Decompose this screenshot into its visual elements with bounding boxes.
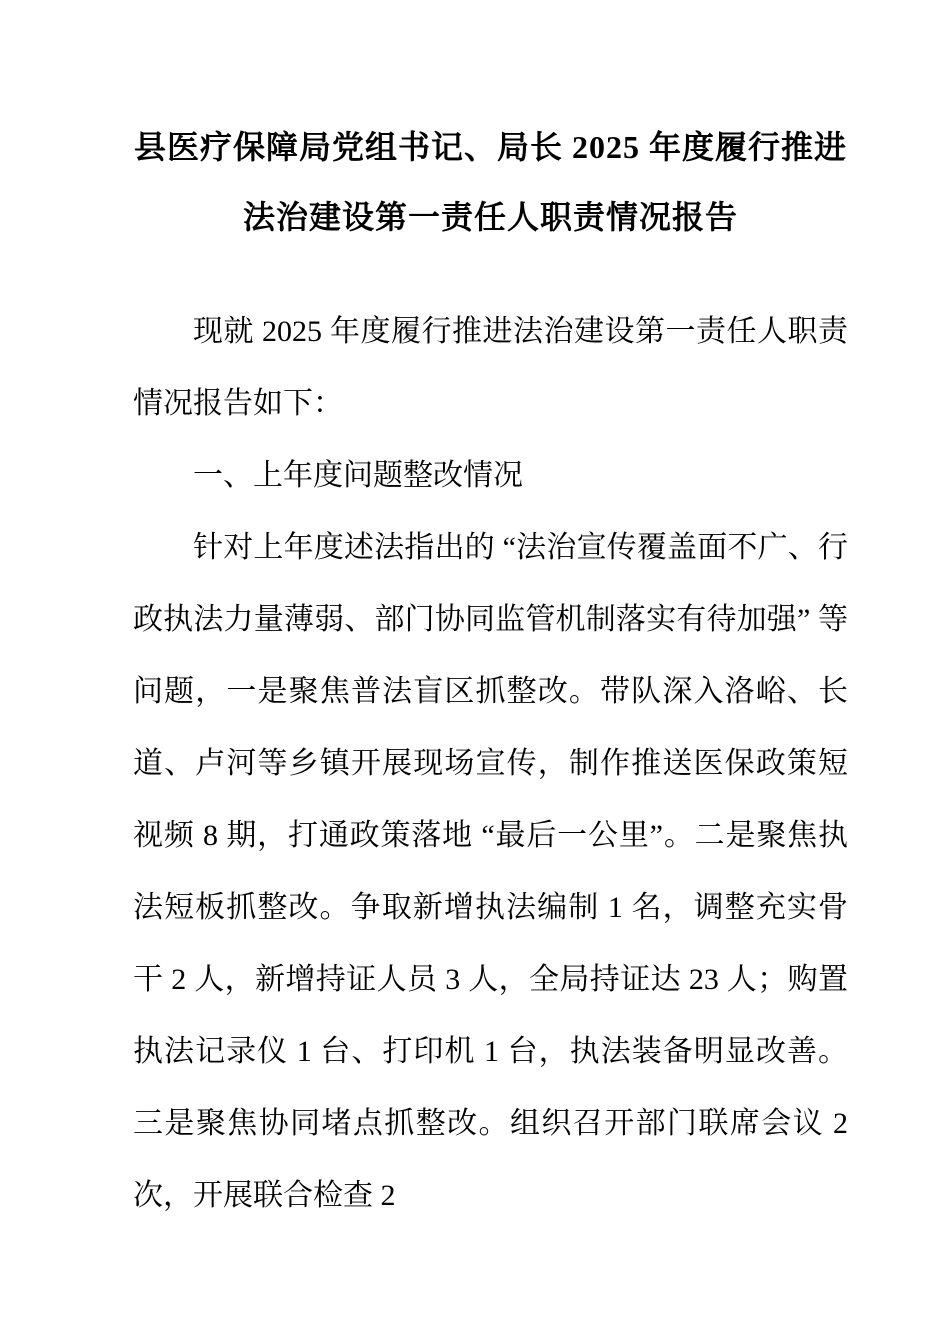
paragraph-section-heading: 一、上年度问题整改情况: [193, 459, 523, 492]
paragraph-rectification-details: 针对上年度述法指出的 “法治宣传覆盖面不广、行政执法力量薄弱、部门协同监管机制落实有待加强” 等问题，一是聚焦普法盲区抓整改。带队深入洛峪、长道、卢河等乡镇开展现场宣传，制作推送医保政策短视频 8 期，打通政策落地 “最后一公里”。二是聚焦执法短板抓整改。争取新增执法编制 1 名，调整充实骨干 2 人，新增持证人员 3 人，全局持证达 23 人；购置执法记录仪 1 台、打印机 1 台，执法装备明显改善。三是聚焦协同堵点抓整改。组织召开部门联席会议 2 次，开展联合检查 2: [133, 531, 848, 1212]
document-title: 县医疗保障局党组书记、局长 2025 年度履行推进法治建设第一责任人职责情况报告: [133, 129, 847, 235]
paragraph-intro: 现就 2025 年度履行推进法治建设第一责任人职责情况报告如下：: [133, 315, 848, 420]
document-body: [133, 296, 848, 1232]
